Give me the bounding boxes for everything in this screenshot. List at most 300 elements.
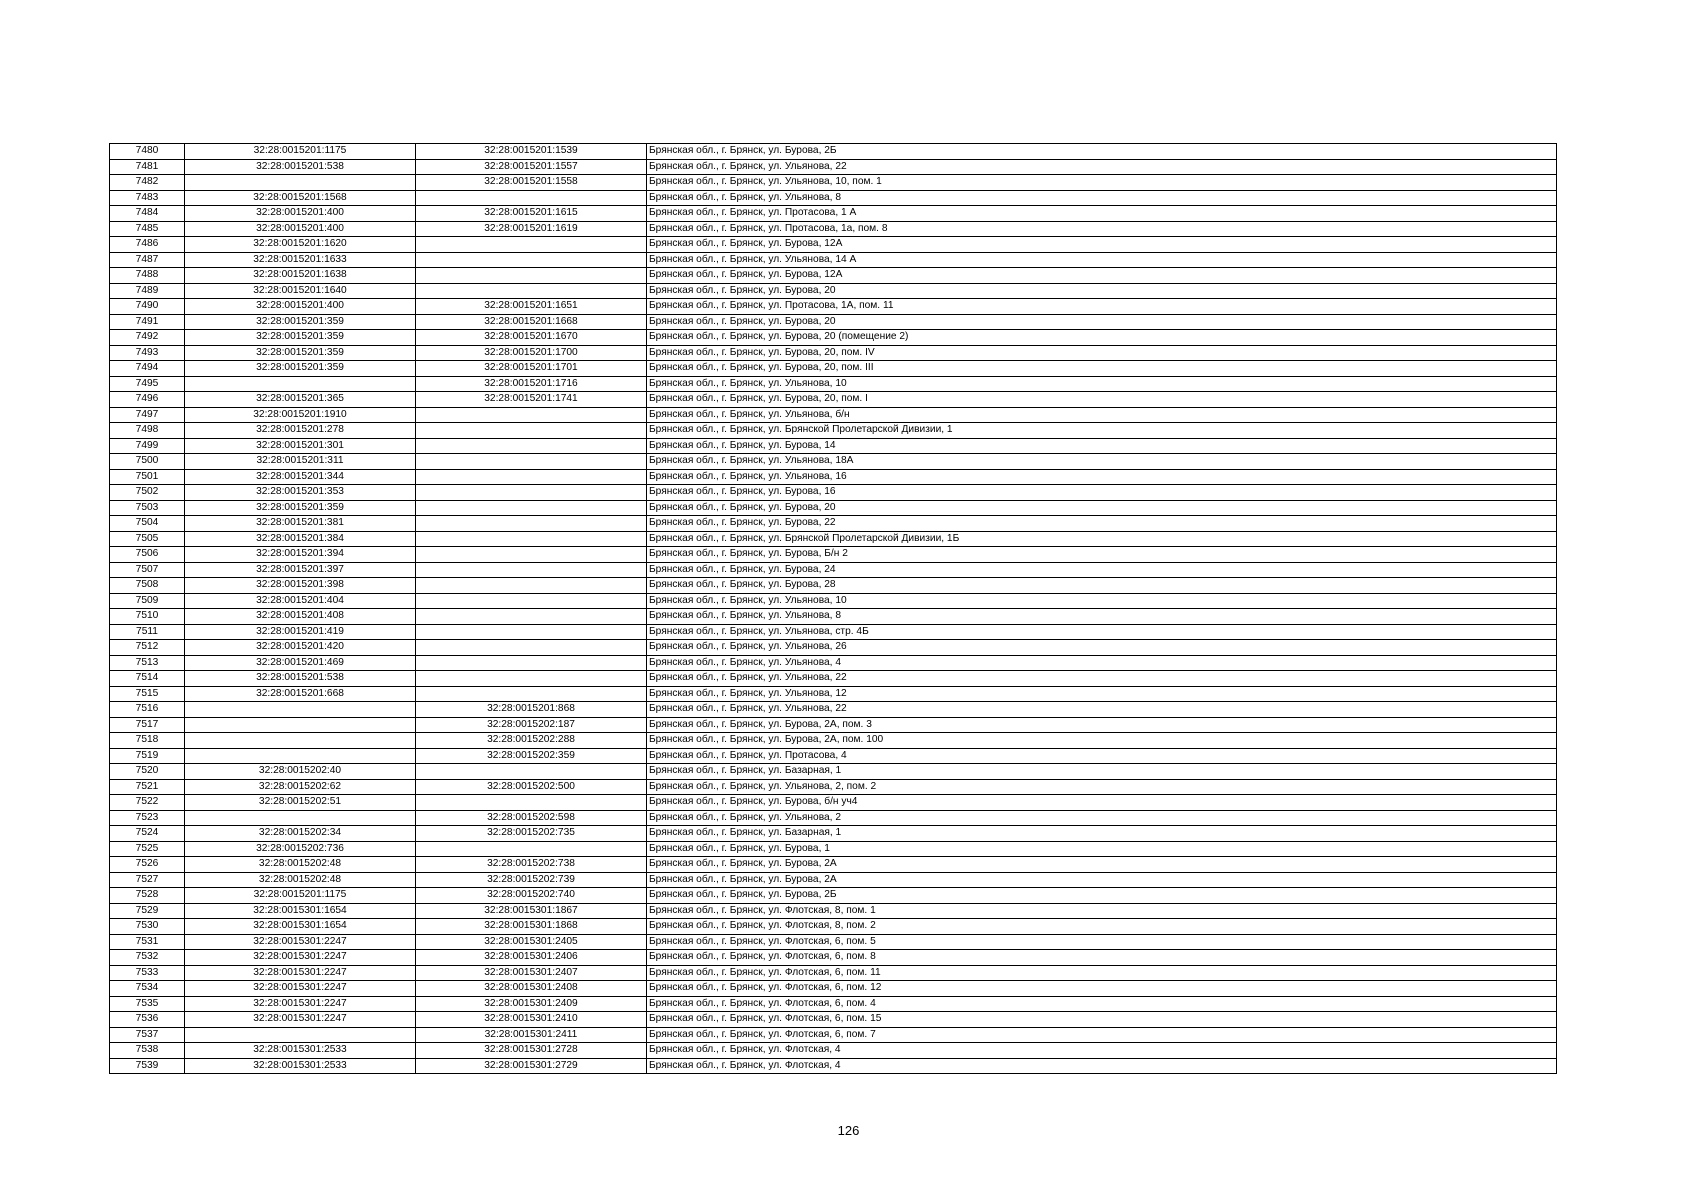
parcel-number-cell: 32:28:0015201:404 [185,593,416,609]
object-number-cell [416,624,647,640]
row-number-cell: 7539 [110,1058,185,1074]
parcel-number-cell: 32:28:0015201:1640 [185,283,416,299]
parcel-number-cell: 32:28:0015301:2247 [185,981,416,997]
object-number-cell [416,485,647,501]
address-cell: Брянская обл., г. Брянск, ул. Бурова, 20 [647,500,1557,516]
parcel-number-cell: 32:28:0015301:2247 [185,996,416,1012]
address-cell: Брянская обл., г. Брянск, ул. Базарная, 1 [647,764,1557,780]
parcel-number-cell: 32:28:0015301:1654 [185,903,416,919]
table-row [110,330,1557,346]
object-number-cell [416,547,647,563]
object-number-cell: 32:28:0015201:1539 [416,144,647,160]
table-row [110,237,1557,253]
table-row [110,810,1557,826]
object-number-cell: 32:28:0015201:868 [416,702,647,718]
address-cell: Брянская обл., г. Брянск, ул. Бурова, 2Б [647,144,1557,160]
address-cell: Брянская обл., г. Брянск, ул. Ульянова, 2, пом. 2 [647,779,1557,795]
row-number-cell: 7527 [110,872,185,888]
parcel-number-cell: 32:28:0015201:538 [185,159,416,175]
address-cell: Брянская обл., г. Брянск, ул. Бурова, 20, пом. III [647,361,1557,377]
row-number-cell: 7511 [110,624,185,640]
object-number-cell [416,438,647,454]
address-cell: Брянская обл., г. Брянск, ул. Бурова, 2А, пом. 3 [647,717,1557,733]
row-number-cell: 7495 [110,376,185,392]
object-number-cell [416,841,647,857]
row-number-cell: 7537 [110,1027,185,1043]
parcel-number-cell: 32:28:0015201:1633 [185,252,416,268]
row-number-cell: 7492 [110,330,185,346]
parcel-number-cell [185,717,416,733]
parcel-number-cell: 32:28:0015201:1175 [185,144,416,160]
row-number-cell: 7522 [110,795,185,811]
parcel-number-cell: 32:28:0015202:48 [185,872,416,888]
parcel-number-cell: 32:28:0015201:384 [185,531,416,547]
object-number-cell: 32:28:0015201:1557 [416,159,647,175]
parcel-number-cell: 32:28:0015201:301 [185,438,416,454]
object-number-cell: 32:28:0015301:2729 [416,1058,647,1074]
object-number-cell [416,190,647,206]
parcel-number-cell: 32:28:0015301:1654 [185,919,416,935]
object-number-cell: 32:28:0015202:739 [416,872,647,888]
parcel-number-cell [185,175,416,191]
address-cell: Брянская обл., г. Брянск, ул. Бурова, б/н уч4 [647,795,1557,811]
parcel-number-cell: 32:28:0015201:397 [185,562,416,578]
parcel-number-cell: 32:28:0015301:2533 [185,1043,416,1059]
table-row [110,206,1557,222]
object-number-cell: 32:28:0015301:2410 [416,1012,647,1028]
table-row [110,764,1557,780]
row-number-cell: 7498 [110,423,185,439]
table-row [110,314,1557,330]
parcel-number-cell [185,702,416,718]
address-cell: Брянская обл., г. Брянск, ул. Ульянова, 8 [647,609,1557,625]
row-number-cell: 7480 [110,144,185,160]
table-row [110,268,1557,284]
row-number-cell: 7507 [110,562,185,578]
parcel-number-cell: 32:28:0015201:278 [185,423,416,439]
row-number-cell: 7509 [110,593,185,609]
table-row [110,965,1557,981]
row-number-cell: 7516 [110,702,185,718]
table-row [110,221,1557,237]
row-number-cell: 7502 [110,485,185,501]
object-number-cell: 32:28:0015201:1700 [416,345,647,361]
parcel-number-cell: 32:28:0015201:419 [185,624,416,640]
object-number-cell [416,516,647,532]
object-number-cell [416,640,647,656]
address-cell: Брянская обл., г. Брянск, ул. Ульянова, 8 [647,190,1557,206]
address-cell: Брянская обл., г. Брянск, ул. Брянской Пролетарской Дивизии, 1 [647,423,1557,439]
row-number-cell: 7521 [110,779,185,795]
address-cell: Брянская обл., г. Брянск, ул. Ульянова, 10 [647,376,1557,392]
table-body [110,144,1557,1074]
row-number-cell: 7503 [110,500,185,516]
object-number-cell [416,562,647,578]
address-cell: Брянская обл., г. Брянск, ул. Бурова, Б/н 2 [647,547,1557,563]
table-row [110,748,1557,764]
table-row [110,299,1557,315]
object-number-cell [416,764,647,780]
row-number-cell: 7512 [110,640,185,656]
row-number-cell: 7513 [110,655,185,671]
address-cell: Брянская обл., г. Брянск, ул. Ульянова, 18А [647,454,1557,470]
parcel-number-cell: 32:28:0015201:365 [185,392,416,408]
object-number-cell: 32:28:0015202:359 [416,748,647,764]
table-row [110,485,1557,501]
parcel-number-cell: 32:28:0015201:1568 [185,190,416,206]
table-row [110,469,1557,485]
address-cell: Брянская обл., г. Брянск, ул. Флотская, 6, пом. 8 [647,950,1557,966]
parcel-number-cell: 32:28:0015202:51 [185,795,416,811]
address-cell: Брянская обл., г. Брянск, ул. Флотская, 4 [647,1043,1557,1059]
address-cell: Брянская обл., г. Брянск, ул. Флотская, 6, пом. 4 [647,996,1557,1012]
row-number-cell: 7535 [110,996,185,1012]
table-row [110,717,1557,733]
address-cell: Брянская обл., г. Брянск, ул. Ульянова, 14 А [647,252,1557,268]
object-number-cell: 32:28:0015201:1716 [416,376,647,392]
row-number-cell: 7515 [110,686,185,702]
address-cell: Брянская обл., г. Брянск, ул. Бурова, 12А [647,237,1557,253]
parcel-number-cell: 32:28:0015201:1910 [185,407,416,423]
address-cell: Брянская обл., г. Брянск, ул. Флотская, 6, пом. 11 [647,965,1557,981]
row-number-cell: 7534 [110,981,185,997]
table-row [110,1058,1557,1074]
row-number-cell: 7493 [110,345,185,361]
row-number-cell: 7514 [110,671,185,687]
address-cell: Брянская обл., г. Брянск, ул. Ульянова, 22 [647,671,1557,687]
parcel-number-cell: 32:28:0015201:400 [185,221,416,237]
row-number-cell: 7483 [110,190,185,206]
row-number-cell: 7485 [110,221,185,237]
parcel-number-cell: 32:28:0015201:1175 [185,888,416,904]
parcel-number-cell: 32:28:0015301:2533 [185,1058,416,1074]
address-cell: Брянская обл., г. Брянск, ул. Бурова, 12А [647,268,1557,284]
parcel-number-cell [185,810,416,826]
table-row [110,779,1557,795]
address-cell: Брянская обл., г. Брянск, ул. Ульянова, стр. 4Б [647,624,1557,640]
object-number-cell: 32:28:0015201:1558 [416,175,647,191]
table-row [110,252,1557,268]
table-row [110,826,1557,842]
table-row [110,888,1557,904]
parcel-number-cell: 32:28:0015201:353 [185,485,416,501]
table-row [110,578,1557,594]
row-number-cell: 7497 [110,407,185,423]
table-row [110,438,1557,454]
table-row [110,1043,1557,1059]
table-row [110,795,1557,811]
table-row [110,981,1557,997]
table-row [110,562,1557,578]
object-number-cell [416,252,647,268]
parcel-number-cell: 32:28:0015201:469 [185,655,416,671]
table-row [110,392,1557,408]
row-number-cell: 7484 [110,206,185,222]
address-cell: Брянская обл., г. Брянск, ул. Ульянова, 10 [647,593,1557,609]
object-number-cell: 32:28:0015202:598 [416,810,647,826]
object-number-cell: 32:28:0015201:1668 [416,314,647,330]
object-number-cell: 32:28:0015201:1651 [416,299,647,315]
parcel-number-cell: 32:28:0015301:2247 [185,1012,416,1028]
table-row [110,361,1557,377]
table-row [110,190,1557,206]
table-row [110,593,1557,609]
object-number-cell: 32:28:0015202:500 [416,779,647,795]
row-number-cell: 7505 [110,531,185,547]
address-cell: Брянская обл., г. Брянск, ул. Флотская, 6, пом. 5 [647,934,1557,950]
parcel-number-cell: 32:28:0015201:344 [185,469,416,485]
row-number-cell: 7524 [110,826,185,842]
object-number-cell [416,531,647,547]
table-row [110,655,1557,671]
parcel-number-cell: 32:28:0015202:34 [185,826,416,842]
parcel-number-cell: 32:28:0015201:381 [185,516,416,532]
address-cell: Брянская обл., г. Брянск, ул. Флотская, 8, пом. 1 [647,903,1557,919]
row-number-cell: 7517 [110,717,185,733]
table-row [110,144,1557,160]
object-number-cell: 32:28:0015202:288 [416,733,647,749]
row-number-cell: 7519 [110,748,185,764]
parcel-number-cell: 32:28:0015301:2247 [185,965,416,981]
table-row [110,283,1557,299]
parcel-number-cell: 32:28:0015201:400 [185,299,416,315]
row-number-cell: 7520 [110,764,185,780]
address-cell: Брянская обл., г. Брянск, ул. Флотская, 6, пом. 7 [647,1027,1557,1043]
object-number-cell: 32:28:0015201:1701 [416,361,647,377]
table-row [110,531,1557,547]
parcel-number-cell: 32:28:0015202:48 [185,857,416,873]
object-number-cell: 32:28:0015202:187 [416,717,647,733]
address-cell: Брянская обл., г. Брянск, ул. Брянской Пролетарской Дивизии, 1Б [647,531,1557,547]
address-cell: Брянская обл., г. Брянск, ул. Бурова, 2А [647,872,1557,888]
object-number-cell [416,795,647,811]
parcel-number-cell: 32:28:0015301:2247 [185,934,416,950]
table-row [110,423,1557,439]
address-cell: Брянская обл., г. Брянск, ул. Протасова, 1 А [647,206,1557,222]
address-cell: Брянская обл., г. Брянск, ул. Ульянова, б/н [647,407,1557,423]
table-row [110,407,1557,423]
parcel-number-cell [185,1027,416,1043]
parcel-number-cell: 32:28:0015201:359 [185,330,416,346]
object-number-cell: 32:28:0015301:1868 [416,919,647,935]
object-number-cell: 32:28:0015201:1670 [416,330,647,346]
row-number-cell: 7490 [110,299,185,315]
table-row [110,996,1557,1012]
row-number-cell: 7523 [110,810,185,826]
address-cell: Брянская обл., г. Брянск, ул. Бурова, 20, пом. IV [647,345,1557,361]
row-number-cell: 7481 [110,159,185,175]
table-row [110,516,1557,532]
parcel-number-cell: 32:28:0015201:359 [185,314,416,330]
row-number-cell: 7531 [110,934,185,950]
address-cell: Брянская обл., г. Брянск, ул. Флотская, 6, пом. 12 [647,981,1557,997]
table-row [110,671,1557,687]
object-number-cell [416,407,647,423]
parcel-number-cell: 32:28:0015201:398 [185,578,416,594]
row-number-cell: 7506 [110,547,185,563]
object-number-cell: 32:28:0015202:735 [416,826,647,842]
object-number-cell: 32:28:0015301:2411 [416,1027,647,1043]
address-cell: Брянская обл., г. Брянск, ул. Флотская, 8, пом. 2 [647,919,1557,935]
table-row [110,454,1557,470]
row-number-cell: 7486 [110,237,185,253]
object-number-cell [416,454,647,470]
address-cell: Брянская обл., г. Брянск, ул. Бурова, 24 [647,562,1557,578]
address-cell: Брянская обл., г. Брянск, ул. Протасова, 4 [647,748,1557,764]
address-cell: Брянская обл., г. Брянск, ул. Бурова, 20 [647,314,1557,330]
object-number-cell: 32:28:0015201:1619 [416,221,647,237]
table-row [110,950,1557,966]
table-row [110,1012,1557,1028]
row-number-cell: 7494 [110,361,185,377]
object-number-cell: 32:28:0015301:2406 [416,950,647,966]
row-number-cell: 7482 [110,175,185,191]
row-number-cell: 7488 [110,268,185,284]
address-cell: Брянская обл., г. Брянск, ул. Бурова, 16 [647,485,1557,501]
address-cell: Брянская обл., г. Брянск, ул. Ульянова, 22 [647,702,1557,718]
table-row [110,702,1557,718]
row-number-cell: 7538 [110,1043,185,1059]
object-number-cell [416,268,647,284]
row-number-cell: 7496 [110,392,185,408]
address-cell: Брянская обл., г. Брянск, ул. Бурова, 2А [647,857,1557,873]
parcel-number-cell: 32:28:0015202:40 [185,764,416,780]
address-cell: Брянская обл., г. Брянск, ул. Флотская, 6, пом. 15 [647,1012,1557,1028]
table-row [110,175,1557,191]
row-number-cell: 7530 [110,919,185,935]
table-row [110,934,1557,950]
row-number-cell: 7500 [110,454,185,470]
object-number-cell: 32:28:0015301:2728 [416,1043,647,1059]
address-cell: Брянская обл., г. Брянск, ул. Бурова, 14 [647,438,1557,454]
object-number-cell [416,500,647,516]
address-cell: Брянская обл., г. Брянск, ул. Ульянова, 12 [647,686,1557,702]
parcel-number-cell: 32:28:0015301:2247 [185,950,416,966]
parcel-number-cell: 32:28:0015201:420 [185,640,416,656]
row-number-cell: 7518 [110,733,185,749]
parcel-number-cell: 32:28:0015202:62 [185,779,416,795]
row-number-cell: 7499 [110,438,185,454]
object-number-cell [416,655,647,671]
object-number-cell [416,671,647,687]
table-row [110,686,1557,702]
address-cell: Брянская обл., г. Брянск, ул. Бурова, 20 (помещение 2) [647,330,1557,346]
parcel-number-cell: 32:28:0015202:736 [185,841,416,857]
parcel-number-cell [185,733,416,749]
object-number-cell: 32:28:0015301:2408 [416,981,647,997]
row-number-cell: 7525 [110,841,185,857]
object-number-cell [416,686,647,702]
row-number-cell: 7510 [110,609,185,625]
object-number-cell: 32:28:0015202:738 [416,857,647,873]
parcel-number-cell [185,748,416,764]
parcel-number-cell [185,376,416,392]
parcel-number-cell: 32:28:0015201:538 [185,671,416,687]
parcel-number-cell: 32:28:0015201:1638 [185,268,416,284]
table-row [110,624,1557,640]
row-number-cell: 7487 [110,252,185,268]
address-cell: Брянская обл., г. Брянск, ул. Ульянова, 2 [647,810,1557,826]
address-cell: Брянская обл., г. Брянск, ул. Бурова, 28 [647,578,1557,594]
table-row [110,857,1557,873]
table-row [110,872,1557,888]
parcel-number-cell: 32:28:0015201:359 [185,345,416,361]
table-row [110,640,1557,656]
parcel-number-cell: 32:28:0015201:359 [185,361,416,377]
address-cell: Брянская обл., г. Брянск, ул. Протасова, 1А, пом. 11 [647,299,1557,315]
object-number-cell: 32:28:0015301:2409 [416,996,647,1012]
object-number-cell: 32:28:0015201:1615 [416,206,647,222]
page-number: 126 [837,1123,860,1138]
address-cell: Брянская обл., г. Брянск, ул. Бурова, 2Б [647,888,1557,904]
row-number-cell: 7504 [110,516,185,532]
parcel-number-cell: 32:28:0015201:668 [185,686,416,702]
address-cell: Брянская обл., г. Брянск, ул. Ульянова, 26 [647,640,1557,656]
object-number-cell [416,237,647,253]
table-row [110,903,1557,919]
parcel-number-cell: 32:28:0015201:311 [185,454,416,470]
object-number-cell [416,283,647,299]
object-number-cell [416,578,647,594]
row-number-cell: 7508 [110,578,185,594]
address-cell: Брянская обл., г. Брянск, ул. Ульянова, 10, пом. 1 [647,175,1557,191]
table-row [110,500,1557,516]
cadastral-table [109,143,1557,1074]
object-number-cell [416,593,647,609]
row-number-cell: 7532 [110,950,185,966]
object-number-cell: 32:28:0015301:2405 [416,934,647,950]
table-row [110,159,1557,175]
row-number-cell: 7526 [110,857,185,873]
parcel-number-cell: 32:28:0015201:400 [185,206,416,222]
object-number-cell [416,609,647,625]
table-row [110,841,1557,857]
object-number-cell [416,469,647,485]
table-row [110,733,1557,749]
table-row [110,919,1557,935]
address-cell: Брянская обл., г. Брянск, ул. Ульянова, 16 [647,469,1557,485]
row-number-cell: 7489 [110,283,185,299]
address-cell: Брянская обл., г. Брянск, ул. Бурова, 1 [647,841,1557,857]
table-row [110,547,1557,563]
parcel-number-cell: 32:28:0015201:408 [185,609,416,625]
parcel-number-cell: 32:28:0015201:394 [185,547,416,563]
document-table-container [109,143,1556,1074]
row-number-cell: 7533 [110,965,185,981]
object-number-cell: 32:28:0015202:740 [416,888,647,904]
object-number-cell [416,423,647,439]
row-number-cell: 7529 [110,903,185,919]
row-number-cell: 7528 [110,888,185,904]
row-number-cell: 7491 [110,314,185,330]
address-cell: Брянская обл., г. Брянск, ул. Бурова, 20 [647,283,1557,299]
table-row [110,376,1557,392]
table-row [110,345,1557,361]
table-row [110,609,1557,625]
address-cell: Брянская обл., г. Брянск, ул. Протасова, 1а, пом. 8 [647,221,1557,237]
address-cell: Брянская обл., г. Брянск, ул. Бурова, 2А, пом. 100 [647,733,1557,749]
row-number-cell: 7501 [110,469,185,485]
table-row [110,1027,1557,1043]
address-cell: Брянская обл., г. Брянск, ул. Флотская, 4 [647,1058,1557,1074]
row-number-cell: 7536 [110,1012,185,1028]
parcel-number-cell: 32:28:0015201:1620 [185,237,416,253]
object-number-cell: 32:28:0015301:1867 [416,903,647,919]
address-cell: Брянская обл., г. Брянск, ул. Ульянова, 22 [647,159,1557,175]
parcel-number-cell: 32:28:0015201:359 [185,500,416,516]
object-number-cell: 32:28:0015301:2407 [416,965,647,981]
address-cell: Брянская обл., г. Брянск, ул. Базарная, 1 [647,826,1557,842]
